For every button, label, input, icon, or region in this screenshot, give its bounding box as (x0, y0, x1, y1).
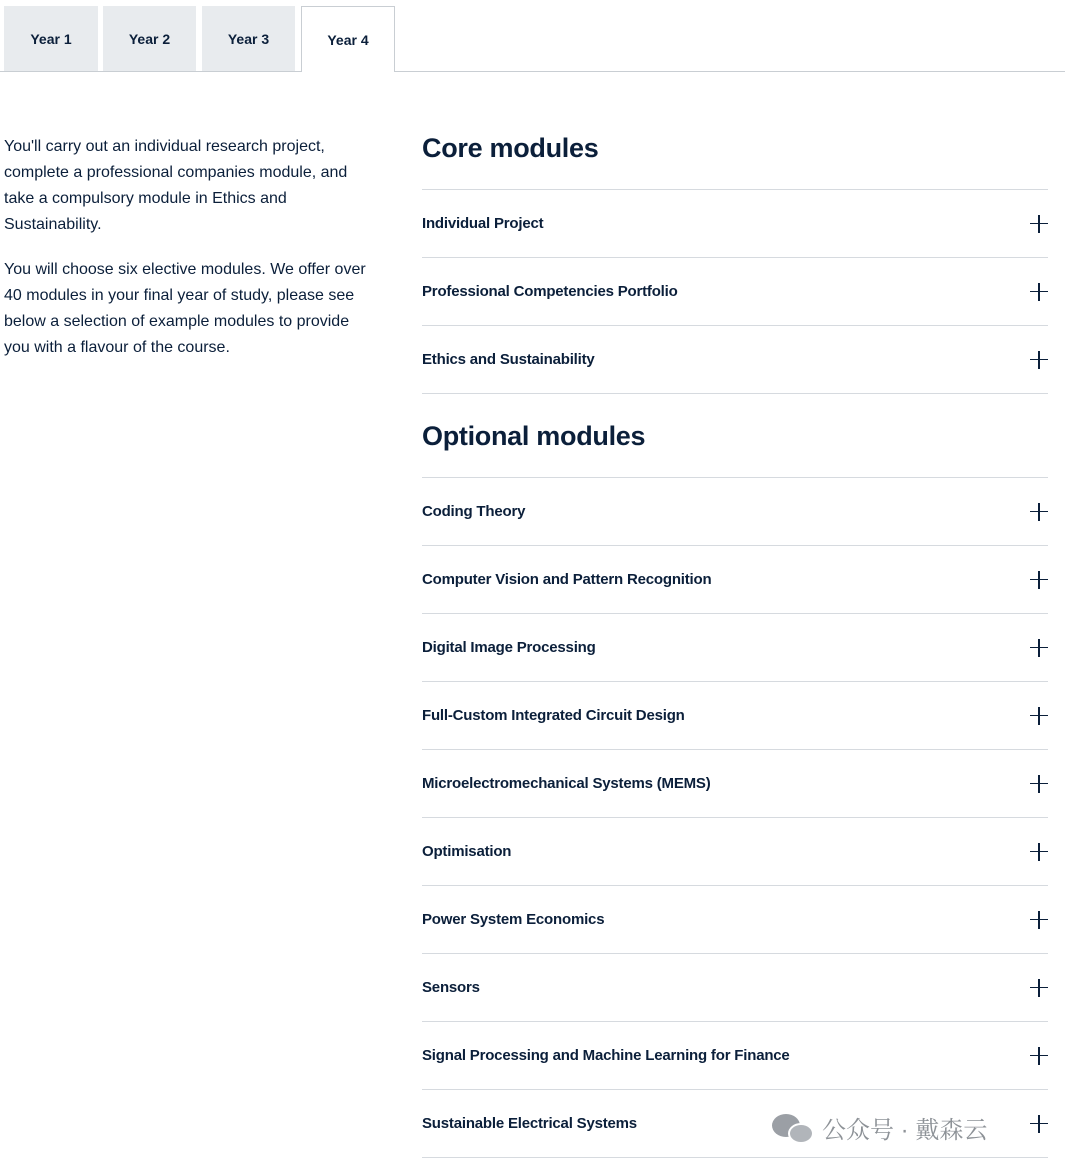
module-sensors[interactable] (422, 954, 1048, 1022)
module-full-custom-ic-design[interactable] (422, 682, 1048, 750)
module-professional-competencies-portfolio[interactable] (422, 258, 1048, 326)
module-mems[interactable] (422, 750, 1048, 818)
module-ethics-and-sustainability[interactable] (422, 326, 1048, 394)
module-label: Computer Vision and Pattern Recognition (422, 571, 712, 588)
plus-icon[interactable] (1030, 775, 1048, 793)
module-individual-project[interactable] (422, 190, 1048, 258)
module-label: Digital Image Processing (422, 639, 596, 656)
tab-year-3[interactable]: Year 3 (202, 6, 295, 71)
module-computer-vision[interactable] (422, 546, 1048, 614)
module-label: Sensors (422, 979, 480, 996)
core-modules-list (422, 189, 1048, 394)
plus-icon[interactable] (1030, 1047, 1048, 1065)
module-digital-image-processing[interactable] (422, 614, 1048, 682)
plus-icon[interactable] (1030, 843, 1048, 861)
module-label: Power System Economics (422, 911, 605, 928)
module-optimisation[interactable] (422, 818, 1048, 886)
modules-panel (422, 128, 1048, 1158)
module-label: Coding Theory (422, 503, 526, 520)
plus-icon[interactable] (1030, 215, 1048, 233)
module-label: Full-Custom Integrated Circuit Design (422, 707, 685, 724)
plus-icon[interactable] (1030, 911, 1048, 929)
module-label: Professional Competencies Portfolio (422, 283, 678, 300)
module-label: Signal Processing and Machine Learning for Finance (422, 1047, 790, 1064)
wechat-icon (772, 1112, 814, 1144)
intro-paragraph-2: You will choose six elective modules. We offer over 40 modules in your final year of study, please see below a selection of example modules to provide you with a flavour of the course. (4, 261, 366, 356)
plus-icon[interactable] (1030, 503, 1048, 521)
tab-year-4[interactable]: Year 4 (301, 6, 395, 72)
module-label: Sustainable Electrical Systems (422, 1115, 637, 1132)
module-power-system-economics[interactable] (422, 886, 1048, 954)
plus-icon[interactable] (1030, 283, 1048, 301)
module-label: Microelectromechanical Systems (MEMS) (422, 775, 711, 792)
module-label: Optimisation (422, 843, 512, 860)
plus-icon[interactable] (1030, 639, 1048, 657)
optional-modules-title: Optional modules (422, 421, 646, 451)
plus-icon[interactable] (1030, 351, 1048, 369)
watermark (772, 1110, 987, 1145)
plus-icon[interactable] (1030, 1115, 1048, 1133)
plus-icon[interactable] (1030, 979, 1048, 997)
year-tabs (0, 0, 1065, 72)
optional-modules-list (422, 477, 1048, 1158)
module-signal-processing-finance[interactable] (422, 1022, 1048, 1090)
watermark-text: 公众号 · 戴森云 (822, 1117, 988, 1144)
intro-paragraph-1: You'll carry out an individual research project, complete a professional companies module, and take a compulsory module in Ethics and Sustainability. (4, 138, 348, 233)
module-label: Ethics and Sustainability (422, 351, 595, 368)
tab-year-1[interactable]: Year 1 (4, 6, 98, 71)
tab-year-2[interactable]: Year 2 (103, 6, 196, 71)
module-label: Individual Project (422, 215, 544, 232)
year-intro (4, 134, 372, 380)
core-modules-title: Core modules (422, 133, 599, 163)
module-coding-theory[interactable] (422, 478, 1048, 546)
plus-icon[interactable] (1030, 571, 1048, 589)
plus-icon[interactable] (1030, 707, 1048, 725)
